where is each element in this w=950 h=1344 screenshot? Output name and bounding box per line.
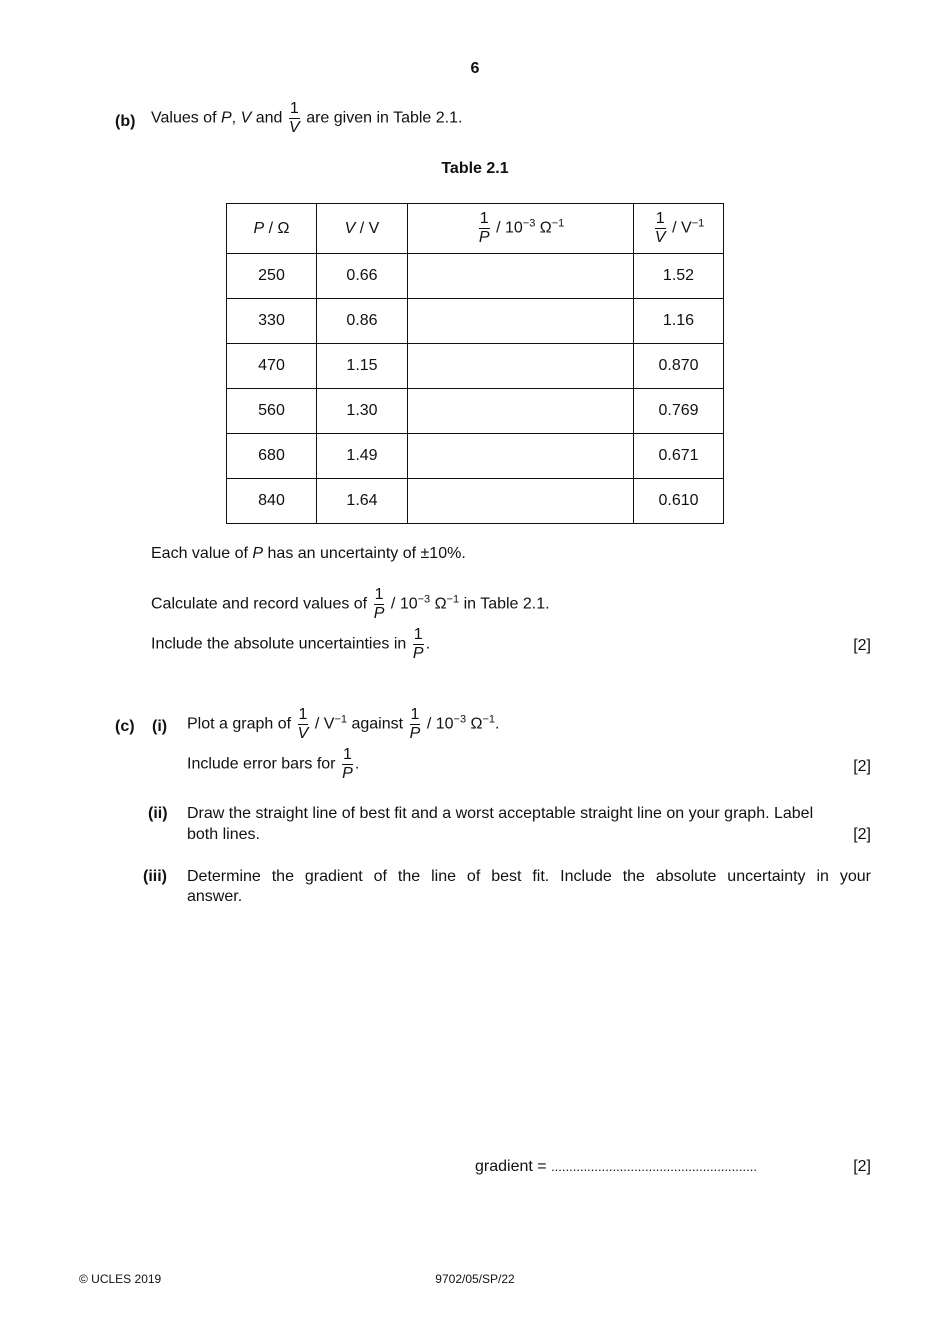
cell-inv-p-input[interactable] (408, 344, 634, 389)
cell-inv-v: 0.610 (634, 479, 724, 524)
mark-c-i: [2] (853, 758, 871, 775)
part-c-iii-line1: Determine the gradient of the line of best fit. Include the absolute uncertainty in your (187, 868, 871, 885)
cell-inv-p-input[interactable] (408, 254, 634, 299)
part-c-ii-label: (ii) (148, 805, 168, 822)
table-row (227, 479, 724, 524)
cell-v: 1.15 (317, 344, 408, 389)
cell-inv-v: 1.52 (634, 254, 724, 299)
cell-p: 250 (227, 254, 317, 299)
cell-inv-v: 0.671 (634, 434, 724, 479)
cell-v: 0.66 (317, 254, 408, 299)
data-table (226, 203, 724, 524)
and-text: and (255, 109, 283, 127)
cell-v: 1.64 (317, 479, 408, 524)
part-c-iii-label: (iii) (143, 868, 167, 885)
table-row (227, 434, 724, 479)
intro-text: Values of (151, 109, 217, 127)
fraction-1-over-v: $\frac{1}{V}$ (288, 100, 300, 136)
cell-inv-v: 0.769 (634, 389, 724, 434)
include-uncertainties-instruction: Include the absolute uncertainties in $\frac{1}{P}$ . (151, 626, 431, 662)
cell-v: 0.86 (317, 299, 408, 344)
calculate-instruction: Calculate and record values of $\frac{1}{P}$ / $10^{-3}$ $\Omega^{-1}$ in Table 2.1. (151, 586, 550, 622)
table-row (227, 344, 724, 389)
part-b-intro (151, 101, 462, 136)
part-c-ii-line1: Draw the straight line of best fit and a worst acceptable straight line on your graph. Label (187, 805, 814, 822)
table-header-row (227, 204, 724, 254)
cell-inv-v: 1.16 (634, 299, 724, 344)
header-v: V / V (317, 204, 408, 254)
part-b-label: (b) (115, 113, 136, 130)
page-number: 6 (470, 60, 480, 77)
mark-b: [2] (853, 637, 871, 654)
part-c-label: (c) (115, 718, 135, 735)
var-p: P (220, 109, 232, 127)
cell-inv-p-input[interactable] (408, 389, 634, 434)
cell-v: 1.49 (317, 434, 408, 479)
header-inv-v: $\frac{1}{V}$ / $V^{-1}$ (634, 204, 724, 254)
cell-v: 1.30 (317, 389, 408, 434)
part-c-ii-line2: both lines. (187, 826, 260, 843)
gradient-answer-field[interactable]: ......................................................... (551, 1159, 757, 1174)
cell-p: 560 (227, 389, 317, 434)
cell-p: 470 (227, 344, 317, 389)
uncertainty-text: Each value of P has an uncertainty of ±10%. (151, 545, 466, 562)
cell-inv-p-input[interactable] (408, 299, 634, 344)
table-row (227, 299, 724, 344)
cell-inv-v: 0.870 (634, 344, 724, 389)
gradient-label: gradient = (475, 1158, 547, 1175)
cell-p: 680 (227, 434, 317, 479)
footer-copyright: © UCLES 2019 (79, 1272, 162, 1286)
cell-inv-p-input[interactable] (408, 479, 634, 524)
error-bars-instruction: Include error bars for $\frac{1}{P}$ . (187, 746, 360, 782)
part-c-i-label: (i) (152, 718, 168, 735)
cell-p: 330 (227, 299, 317, 344)
mark-c-ii: [2] (853, 826, 871, 843)
header-inv-p: $\frac{1}{P}$ / $10^{-3}$ $\Omega^{-1}$ (408, 204, 634, 254)
comma: , (231, 109, 237, 127)
cell-p: 840 (227, 479, 317, 524)
table-row (227, 389, 724, 434)
footer-code: 9702/05/SP/22 (435, 1272, 515, 1286)
gradient-answer (475, 1158, 757, 1176)
var-v: V (240, 109, 252, 127)
cell-inv-p-input[interactable] (408, 434, 634, 479)
mark-gradient: [2] (853, 1158, 871, 1175)
intro-post: are given in Table 2.1. (306, 109, 463, 127)
table-caption: Table 2.1 (441, 160, 509, 177)
part-c-iii-line2: answer. (187, 888, 243, 905)
table-row (227, 254, 724, 299)
plot-instruction: Plot a graph of $\frac{1}{V}$ / $V^{-1}$ against $\frac{1}{P}$ / $10^{-3}$ $\Omega^{-1}$. (187, 706, 500, 742)
header-p: P / Ω (227, 204, 317, 254)
